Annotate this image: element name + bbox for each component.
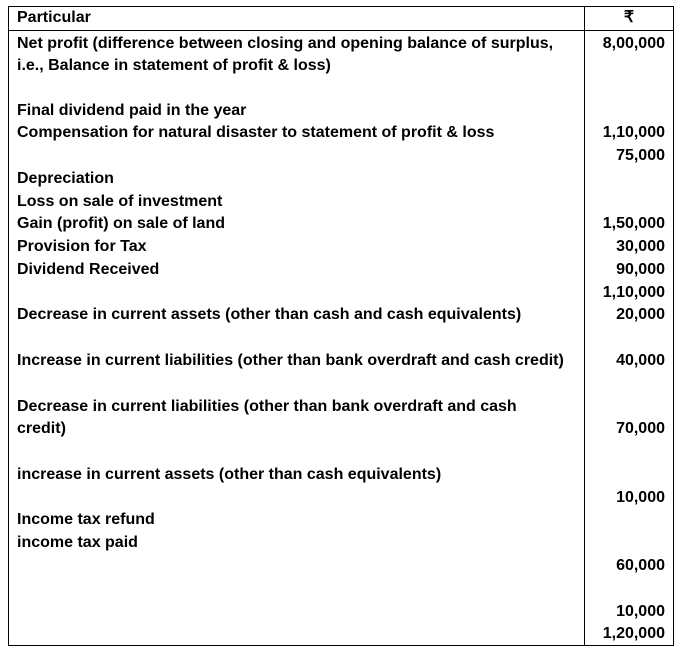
particular-line: Final dividend paid in the year	[17, 102, 247, 119]
particular-line: Gain (profit) on sale of land	[17, 215, 225, 232]
particular-line: Dividend Received	[17, 261, 160, 278]
particular-line: increase in current assets (other than cash equivalents)	[17, 466, 442, 483]
particular-line: i.e., Balance in statement of profit & loss)	[17, 57, 331, 74]
particular-line: Decrease in current liabilities (other than bank overdraft and cash	[17, 398, 517, 415]
header-particular: Particular	[17, 9, 91, 26]
amount-value: 60,000	[616, 557, 665, 574]
amount-value: 40,000	[616, 352, 665, 369]
particular-line: credit)	[17, 420, 66, 437]
amount-value: 30,000	[616, 238, 665, 255]
amount-value: 1,10,000	[602, 284, 665, 301]
amount-value: 8,00,000	[602, 35, 665, 52]
particular-line: income tax paid	[17, 534, 138, 551]
amount-value: 10,000	[616, 489, 665, 506]
particular-line: Income tax refund	[17, 511, 155, 528]
amount-value: 20,000	[616, 306, 665, 323]
particular-line: Compensation for natural disaster to statement of profit & loss	[17, 124, 495, 141]
amount-value: 10,000	[616, 603, 665, 620]
particular-line: Decrease in current assets (other than cash and cash equivalents)	[17, 306, 522, 323]
table-header-row	[9, 7, 673, 31]
amount-value: 70,000	[616, 420, 665, 437]
amount-value: 90,000	[616, 261, 665, 278]
particular-line: Increase in current liabilities (other than bank overdraft and cash credit)	[17, 352, 564, 369]
header-amount-rupee: ₹	[623, 9, 635, 26]
amount-value: 1,10,000	[602, 124, 665, 141]
column-divider	[584, 7, 585, 645]
amount-value: 1,20,000	[602, 625, 665, 642]
particular-line: Depreciation	[17, 170, 114, 187]
statement-table	[8, 6, 674, 646]
particular-line: Net profit (difference between closing and opening balance of surplus,	[17, 35, 554, 52]
amount-value: 75,000	[616, 147, 665, 164]
particular-line: Loss on sale of investment	[17, 193, 223, 210]
amount-value: 1,50,000	[602, 215, 665, 232]
particular-line: Provision for Tax	[17, 238, 147, 255]
